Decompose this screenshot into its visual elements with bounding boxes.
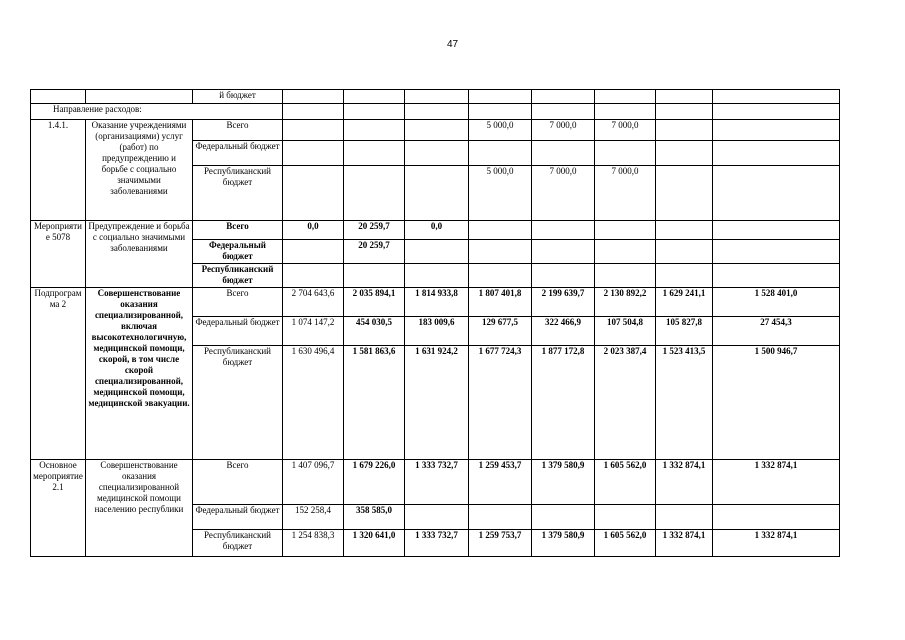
value-cell: 2 130 892,2 <box>595 288 656 317</box>
value-cell: 1 254 838,3 <box>283 530 344 557</box>
table-row <box>31 90 840 104</box>
section-header-row <box>31 104 840 120</box>
value-cell: 1 523 413,5 <box>656 346 713 460</box>
row-code: Подпрограмма 2 <box>31 288 86 460</box>
value-cell: 7 000,0 <box>595 166 656 221</box>
table-row <box>31 120 840 141</box>
value-cell: 27 454,3 <box>713 317 840 346</box>
value-cell: 1 679 226,0 <box>344 460 405 505</box>
value-cell: 1 877 172,8 <box>532 346 595 460</box>
source-cell: Республиканский бюджет <box>193 166 283 221</box>
source-cell: Всего <box>193 288 283 317</box>
source-cell: Федеральный бюджет <box>193 505 283 530</box>
value-cell: 1 407 096,7 <box>283 460 344 505</box>
value-cell: 2 035 894,1 <box>344 288 405 317</box>
value-cell: 20 259,7 <box>344 221 405 240</box>
value-cell: 1 677 724,3 <box>469 346 532 460</box>
source-cell: Республиканский бюджет <box>193 530 283 557</box>
value-cell: 1 629 241,1 <box>656 288 713 317</box>
source-cell: Республиканский бюджет <box>193 264 283 288</box>
value-cell: 1 074 147,2 <box>283 317 344 346</box>
row-code: Мероприятие 5078 <box>31 221 86 288</box>
value-cell: 7 000,0 <box>532 120 595 141</box>
value-cell: 129 677,5 <box>469 317 532 346</box>
value-cell: 1 320 641,0 <box>344 530 405 557</box>
source-cell: Всего <box>193 120 283 141</box>
value-cell: 454 030,5 <box>344 317 405 346</box>
value-cell: 1 333 732,7 <box>405 530 469 557</box>
value-cell: 1 500 946,7 <box>713 346 840 460</box>
value-cell: 0,0 <box>405 221 469 240</box>
source-cell: Федеральный бюджет <box>193 317 283 346</box>
value-cell: 2 704 643,6 <box>283 288 344 317</box>
value-cell: 322 466,9 <box>532 317 595 346</box>
value-cell: 1 379 580,9 <box>532 530 595 557</box>
value-cell: 1 259 453,7 <box>469 460 532 505</box>
value-cell: 1 259 753,7 <box>469 530 532 557</box>
row-name: Совершенствование оказания специализированной, включая высокотехнологичную, медицинской помощи, скорой, в том числе скорой специализированной, медицинской помощи, медицинской эвакуации. <box>86 288 193 460</box>
value-cell: 107 504,8 <box>595 317 656 346</box>
value-cell: 152 258,4 <box>283 505 344 530</box>
source-cell: й бюджет <box>193 90 283 104</box>
value-cell: 5 000,0 <box>469 120 532 141</box>
table-row <box>31 460 840 505</box>
value-cell: 1 332 874,1 <box>656 460 713 505</box>
value-cell: 1 333 732,7 <box>405 460 469 505</box>
source-cell: Всего <box>193 221 283 240</box>
row-code: 1.4.1. <box>31 120 86 221</box>
budget-table <box>30 89 840 557</box>
source-cell: Республиканский бюджет <box>193 346 283 460</box>
value-cell: 1 332 874,1 <box>713 530 840 557</box>
value-cell: 1 630 496,4 <box>283 346 344 460</box>
source-cell: Федеральный бюджет <box>193 240 283 264</box>
value-cell: 1 332 874,1 <box>713 460 840 505</box>
value-cell: 1 605 562,0 <box>595 460 656 505</box>
source-cell: Федеральный бюджет <box>193 141 283 166</box>
value-cell: 1 528 401,0 <box>713 288 840 317</box>
row-name: Оказание учреждениями (организациями) услуг (работ) по предупреждению и борьбе с социально значимыми заболеваниями <box>86 120 193 221</box>
section-header: Направление расходов: <box>31 104 283 120</box>
source-cell: Всего <box>193 460 283 505</box>
value-cell: 1 605 562,0 <box>595 530 656 557</box>
value-cell: 1 807 401,8 <box>469 288 532 317</box>
value-cell: 183 009,6 <box>405 317 469 346</box>
value-cell: 1 581 863,6 <box>344 346 405 460</box>
row-name: Совершенствование оказания специализированной медицинской помощи населению республики <box>86 460 193 557</box>
value-cell: 2 023 387,4 <box>595 346 656 460</box>
value-cell: 20 259,7 <box>344 240 405 264</box>
value-cell: 1 332 874,1 <box>656 530 713 557</box>
value-cell: 1 379 580,9 <box>532 460 595 505</box>
table-row <box>31 221 840 240</box>
value-cell: 0,0 <box>283 221 344 240</box>
value-cell: 2 199 639,7 <box>532 288 595 317</box>
row-name: Предупреждение и борьба с социально значимыми заболеваниями <box>86 221 193 288</box>
value-cell: 1 814 933,8 <box>405 288 469 317</box>
value-cell: 7 000,0 <box>532 166 595 221</box>
value-cell: 5 000,0 <box>469 166 532 221</box>
value-cell: 358 585,0 <box>344 505 405 530</box>
value-cell: 1 631 924,2 <box>405 346 469 460</box>
value-cell: 7 000,0 <box>595 120 656 141</box>
row-code: Основное мероприятие 2.1 <box>31 460 86 557</box>
value-cell: 105 827,8 <box>656 317 713 346</box>
page-number: 47 <box>446 39 459 50</box>
table-row <box>31 288 840 317</box>
